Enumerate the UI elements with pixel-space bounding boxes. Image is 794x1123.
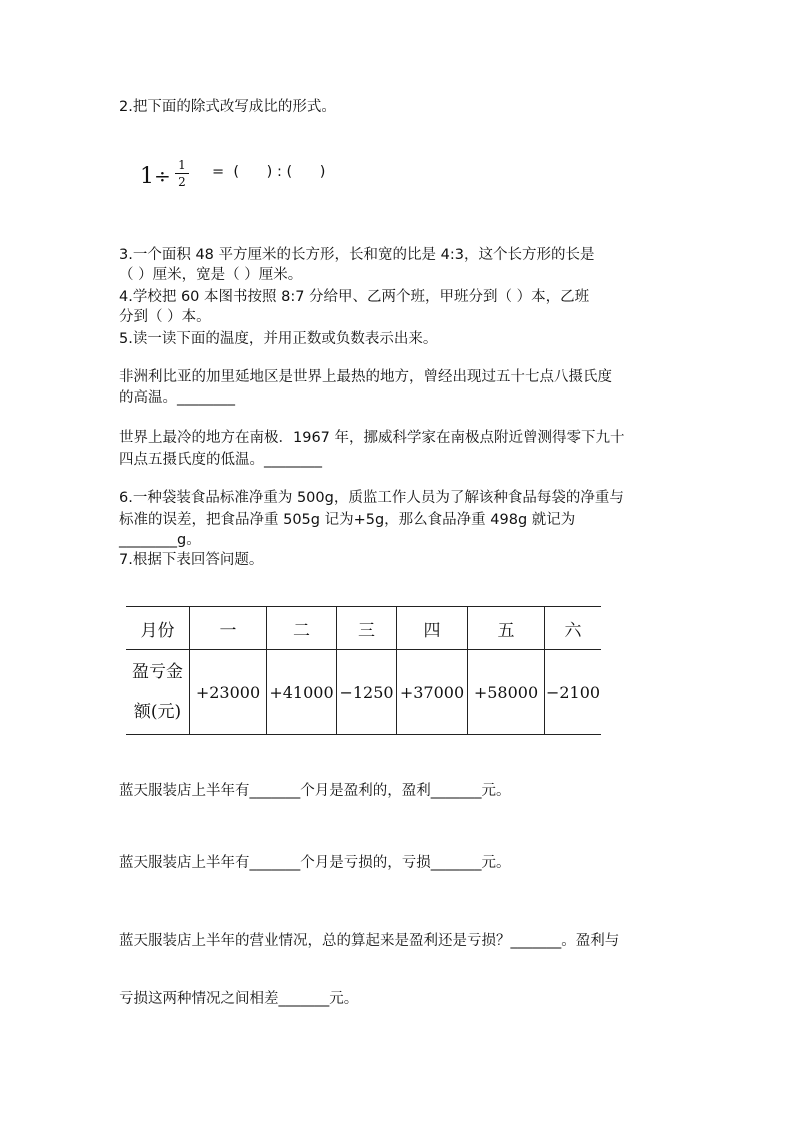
value-month-6: −2100 <box>545 650 602 735</box>
value-month-3: −1250 <box>337 650 397 735</box>
table-header-row <box>126 607 601 650</box>
division-sign: ÷ <box>154 164 171 188</box>
question-2-title: 2.把下面的除式改写成比的形式。 <box>119 99 336 115</box>
question-7-title: 7.根据下表回答问题。 <box>119 552 264 568</box>
header-month-6: 六 <box>545 607 602 650</box>
question-3-line-2: （ ）厘米，宽是（ ）厘米。 <box>119 267 303 283</box>
header-month-1: 一 <box>190 607 267 650</box>
header-month-2: 二 <box>267 607 337 650</box>
header-month: 月份 <box>126 607 190 650</box>
profit-loss-table <box>126 606 601 735</box>
fraction-numerator: 1 <box>178 158 186 172</box>
question-5-paragraph-2-line-2: 四点五摄氏度的低温。________ <box>119 452 322 468</box>
row-label-line-1: 盈亏金 <box>132 662 183 682</box>
dividend: 1 <box>140 164 154 189</box>
value-month-4: +37000 <box>397 650 468 735</box>
question-6-line-1: 6.一种袋装食品标准净重为 500g，质监工作人员为了解该种食品每袋的净重与 <box>119 490 624 506</box>
fraction-denominator: 2 <box>178 175 186 189</box>
question-5-paragraph-1-line-1: 非洲利比亚的加里延地区是世界上最热的地方，曾经出现过五十七点八摄氏度 <box>119 369 612 385</box>
question-5-paragraph-2-line-1: 世界上最冷的地方在南极．1967 年，挪威科学家在南极点附近曾测得零下九十 <box>119 430 625 446</box>
row-label-line-2: 额(元) <box>133 702 182 722</box>
value-month-2: +41000 <box>267 650 337 735</box>
header-month-4: 四 <box>397 607 468 650</box>
question-7-sentence-1: 蓝天服装店上半年有_______个月是盈利的，盈利_______元。 <box>119 783 511 799</box>
question-6-line-2: 标准的误差，把食品净重 505g 记为+5g，那么食品净重 498g 就记为 <box>119 512 576 528</box>
table-row <box>126 650 601 735</box>
question-5-paragraph-1-line-2: 的高温。________ <box>119 390 235 406</box>
question-6-line-3: ________g。 <box>119 532 201 548</box>
question-7-sentence-3-line-1: 蓝天服装店上半年的营业情况，总的算起来是盈利还是亏损？_______。盈利与 <box>119 933 620 949</box>
header-month-3: 三 <box>337 607 397 650</box>
header-month-5: 五 <box>468 607 545 650</box>
question-5-title: 5.读一读下面的温度，并用正数或负数表示出来。 <box>119 331 438 347</box>
question-7-sentence-2: 蓝天服装店上半年有_______个月是亏损的，亏损_______元。 <box>119 855 511 871</box>
value-month-5: +58000 <box>468 650 545 735</box>
question-3-line-1: 3.一个面积 48 平方厘米的长方形，长和宽的比是 4:3，这个长方形的长是 <box>119 247 595 263</box>
fraction-bar <box>175 173 189 174</box>
fraction-one-half <box>175 158 189 189</box>
row-label <box>126 650 190 735</box>
value-month-1: +23000 <box>190 650 267 735</box>
question-4-line-1: 4.学校把 60 本图书按照 8:7 分给甲、乙两个班，甲班分到（ ）本，乙班 <box>119 289 590 305</box>
question-4-line-2: 分到（ ）本。 <box>119 309 211 325</box>
ratio-blank: = ( ) : ( ) <box>212 164 326 180</box>
question-7-sentence-3-line-2: 亏损这两种情况之间相差_______元。 <box>119 991 359 1007</box>
